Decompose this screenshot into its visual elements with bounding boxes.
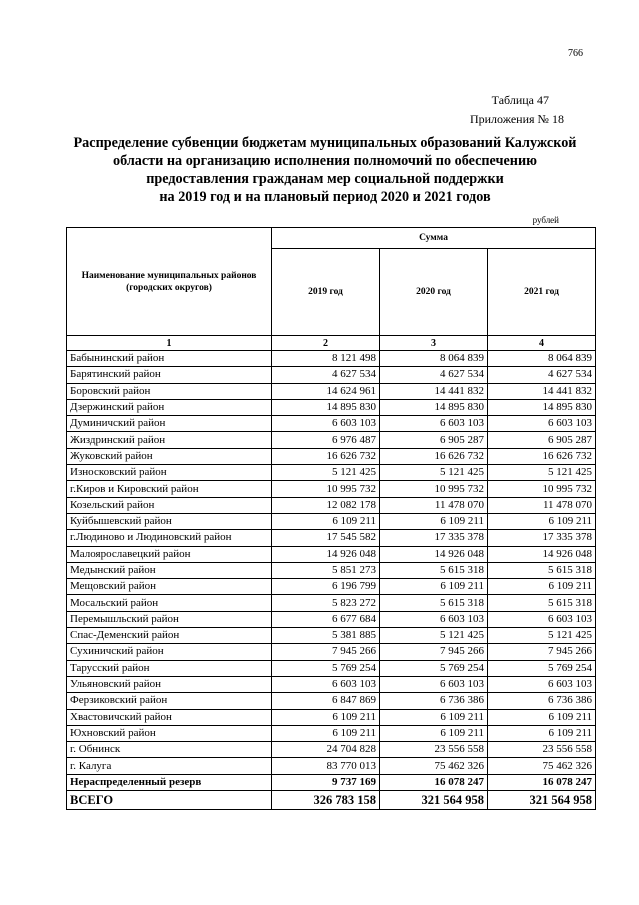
table-row — [67, 513, 596, 529]
district-name-cell: Мосальский район — [67, 595, 272, 611]
value-2019-cell: 5 769 254 — [272, 660, 380, 676]
header-col-number: 2 — [272, 336, 380, 351]
title-line: области на организацию исполнения полномочий по обеспечению — [113, 153, 537, 169]
value-2019-cell: 9 737 169 — [272, 774, 380, 790]
header-col-number: 4 — [488, 336, 596, 351]
value-2021-cell: 6 109 211 — [488, 513, 596, 529]
value-2021-cell: 6 109 211 — [488, 725, 596, 741]
district-name-cell: Хвастовичский район — [67, 709, 272, 725]
district-name-cell: г. Калуга — [67, 758, 272, 774]
value-2019-cell: 14 895 830 — [272, 399, 380, 415]
value-2019-cell: 6 109 211 — [272, 725, 380, 741]
value-2021-cell: 7 945 266 — [488, 644, 596, 660]
table-row — [67, 465, 596, 481]
value-2020-cell: 75 462 326 — [380, 758, 488, 774]
value-2021-cell: 5 615 318 — [488, 562, 596, 578]
value-2020-cell: 5 121 425 — [380, 465, 488, 481]
header-name-column: Наименование муниципальных районов (городских округов) — [67, 228, 272, 336]
table-row — [67, 611, 596, 627]
table-row — [67, 448, 596, 464]
value-2019-cell: 7 945 266 — [272, 644, 380, 660]
value-2021-cell: 5 769 254 — [488, 660, 596, 676]
district-name-cell: Нераспределенный резерв — [67, 774, 272, 790]
table-row — [67, 595, 596, 611]
value-2020-cell: 10 995 732 — [380, 481, 488, 497]
value-2021-cell: 11 478 070 — [488, 497, 596, 513]
table-row — [67, 351, 596, 367]
value-2020-cell: 14 926 048 — [380, 546, 488, 562]
header-col-number: 1 — [67, 336, 272, 351]
value-2020-cell: 11 478 070 — [380, 497, 488, 513]
value-2021-cell: 6 905 287 — [488, 432, 596, 448]
value-2019-cell: 6 109 211 — [272, 513, 380, 529]
district-name-cell: Жуковский район — [67, 448, 272, 464]
district-name-cell: Бабынинский район — [67, 351, 272, 367]
district-name-cell: Медынский район — [67, 562, 272, 578]
table-row — [67, 676, 596, 692]
value-2020-cell: 4 627 534 — [380, 367, 488, 383]
table-row — [67, 546, 596, 562]
value-2021-cell: 8 064 839 — [488, 351, 596, 367]
value-2020-cell: 5 615 318 — [380, 562, 488, 578]
table-row — [67, 481, 596, 497]
value-2020-cell: 5 121 425 — [380, 628, 488, 644]
value-2021-cell: 5 121 425 — [488, 628, 596, 644]
value-2019-cell: 6 847 869 — [272, 693, 380, 709]
value-2021-cell: 5 121 425 — [488, 465, 596, 481]
value-2021-cell: 6 109 211 — [488, 709, 596, 725]
district-name-cell: Ферзиковский район — [67, 693, 272, 709]
district-name-cell: Малоярославецкий район — [67, 546, 272, 562]
district-name-cell: Тарусский район — [67, 660, 272, 676]
value-2021-cell: 6 603 103 — [488, 611, 596, 627]
value-2020-cell: 6 109 211 — [380, 725, 488, 741]
table-label: Таблица 47 — [491, 93, 549, 107]
value-2019-cell: 17 545 582 — [272, 530, 380, 546]
table-row — [67, 693, 596, 709]
title-line: Распределение субвенции бюджетам муниципальных образований Калужской — [73, 135, 577, 151]
total-row — [67, 791, 596, 810]
value-2020-cell: 17 335 378 — [380, 530, 488, 546]
title-line: предоставления гражданам мер социальной поддержки — [146, 171, 504, 187]
table-row — [67, 399, 596, 415]
district-name-cell: Барятинский район — [67, 367, 272, 383]
value-2020-cell: 6 109 211 — [380, 579, 488, 595]
table-row — [67, 725, 596, 741]
value-2021-cell: 14 441 832 — [488, 383, 596, 399]
value-2019-cell: 8 121 498 — [272, 351, 380, 367]
value-2021-cell: 4 627 534 — [488, 367, 596, 383]
district-name-cell: Думиничский район — [67, 416, 272, 432]
district-name-cell: Мещовский район — [67, 579, 272, 595]
value-2019-cell: 6 603 103 — [272, 676, 380, 692]
value-2019-cell: 6 976 487 — [272, 432, 380, 448]
value-2019-cell: 5 381 885 — [272, 628, 380, 644]
value-2020-cell: 8 064 839 — [380, 351, 488, 367]
value-2020-cell: 6 905 287 — [380, 432, 488, 448]
value-2020-cell: 16 626 732 — [380, 448, 488, 464]
value-2021-cell: 16 078 247 — [488, 774, 596, 790]
value-2019-cell: 6 603 103 — [272, 416, 380, 432]
subvention-table — [66, 227, 596, 810]
header-year-2019: 2019 год — [272, 249, 380, 336]
value-2020-cell: 6 603 103 — [380, 416, 488, 432]
value-2020-cell: 5 615 318 — [380, 595, 488, 611]
district-name-cell: г. Обнинск — [67, 742, 272, 758]
header-sum: Сумма — [272, 228, 596, 249]
value-2020-cell: 6 603 103 — [380, 676, 488, 692]
table-row — [67, 709, 596, 725]
value-2021-cell: 10 995 732 — [488, 481, 596, 497]
district-name-cell: Юхновский район — [67, 725, 272, 741]
header-year-2021: 2021 год — [488, 249, 596, 336]
value-2020-cell: 7 945 266 — [380, 644, 488, 660]
value-2019-cell: 326 783 158 — [272, 791, 380, 810]
value-2021-cell: 6 736 386 — [488, 693, 596, 709]
value-2021-cell: 75 462 326 — [488, 758, 596, 774]
district-name-cell: Боровский район — [67, 383, 272, 399]
title-line: на 2019 год и на плановый период 2020 и 2021 годов — [159, 189, 491, 205]
district-name-cell: г.Людиново и Людиновский район — [67, 530, 272, 546]
district-name-cell: Дзержинский район — [67, 399, 272, 415]
district-name-cell: Ульяновский район — [67, 676, 272, 692]
value-2019-cell: 12 082 178 — [272, 497, 380, 513]
value-2020-cell: 16 078 247 — [380, 774, 488, 790]
value-2020-cell: 23 556 558 — [380, 742, 488, 758]
unit-label: рублей — [532, 215, 559, 225]
value-2021-cell: 6 109 211 — [488, 579, 596, 595]
value-2019-cell: 16 626 732 — [272, 448, 380, 464]
value-2020-cell: 14 895 830 — [380, 399, 488, 415]
value-2019-cell: 14 624 961 — [272, 383, 380, 399]
table-row — [67, 383, 596, 399]
district-name-cell: ВСЕГО — [67, 791, 272, 810]
table-row — [67, 497, 596, 513]
table-row — [67, 628, 596, 644]
value-2019-cell: 10 995 732 — [272, 481, 380, 497]
table-row — [67, 530, 596, 546]
table-row — [67, 660, 596, 676]
value-2019-cell: 6 109 211 — [272, 709, 380, 725]
value-2020-cell: 6 736 386 — [380, 693, 488, 709]
table-body — [67, 351, 596, 810]
value-2019-cell: 4 627 534 — [272, 367, 380, 383]
value-2020-cell: 321 564 958 — [380, 791, 488, 810]
value-2021-cell: 16 626 732 — [488, 448, 596, 464]
header-year-2020: 2020 год — [380, 249, 488, 336]
district-name-cell: Перемышльский район — [67, 611, 272, 627]
value-2021-cell: 321 564 958 — [488, 791, 596, 810]
value-2020-cell: 6 603 103 — [380, 611, 488, 627]
value-2021-cell: 23 556 558 — [488, 742, 596, 758]
value-2019-cell: 5 823 272 — [272, 595, 380, 611]
value-2021-cell: 6 603 103 — [488, 416, 596, 432]
district-name-cell: г.Киров и Кировский район — [67, 481, 272, 497]
table-row — [67, 367, 596, 383]
district-name-cell: Сухиничский район — [67, 644, 272, 660]
district-name-cell: Козельский район — [67, 497, 272, 513]
value-2021-cell: 14 926 048 — [488, 546, 596, 562]
value-2019-cell: 5 121 425 — [272, 465, 380, 481]
value-2021-cell: 6 603 103 — [488, 676, 596, 692]
district-name-cell: Спас-Деменский район — [67, 628, 272, 644]
value-2019-cell: 24 704 828 — [272, 742, 380, 758]
value-2020-cell: 6 109 211 — [380, 709, 488, 725]
appendix-label: Приложения № 18 — [469, 112, 564, 126]
value-2020-cell: 5 769 254 — [380, 660, 488, 676]
page-number: 766 — [568, 48, 583, 59]
value-2021-cell: 17 335 378 — [488, 530, 596, 546]
table-row — [67, 758, 596, 774]
district-name-cell: Куйбышевский район — [67, 513, 272, 529]
value-2021-cell: 5 615 318 — [488, 595, 596, 611]
value-2020-cell: 6 109 211 — [380, 513, 488, 529]
value-2019-cell: 83 770 013 — [272, 758, 380, 774]
table-row — [67, 742, 596, 758]
value-2020-cell: 14 441 832 — [380, 383, 488, 399]
district-name-cell: Износковский район — [67, 465, 272, 481]
table-row — [67, 579, 596, 595]
table-row — [67, 644, 596, 660]
value-2019-cell: 6 677 684 — [272, 611, 380, 627]
value-2019-cell: 6 196 799 — [272, 579, 380, 595]
table-row — [67, 416, 596, 432]
header-col-number: 3 — [380, 336, 488, 351]
value-2021-cell: 14 895 830 — [488, 399, 596, 415]
district-name-cell: Жиздринский район — [67, 432, 272, 448]
table-row — [67, 432, 596, 448]
document-title — [40, 134, 610, 206]
value-2019-cell: 5 851 273 — [272, 562, 380, 578]
reserve-row — [67, 774, 596, 790]
value-2019-cell: 14 926 048 — [272, 546, 380, 562]
table-row — [67, 562, 596, 578]
